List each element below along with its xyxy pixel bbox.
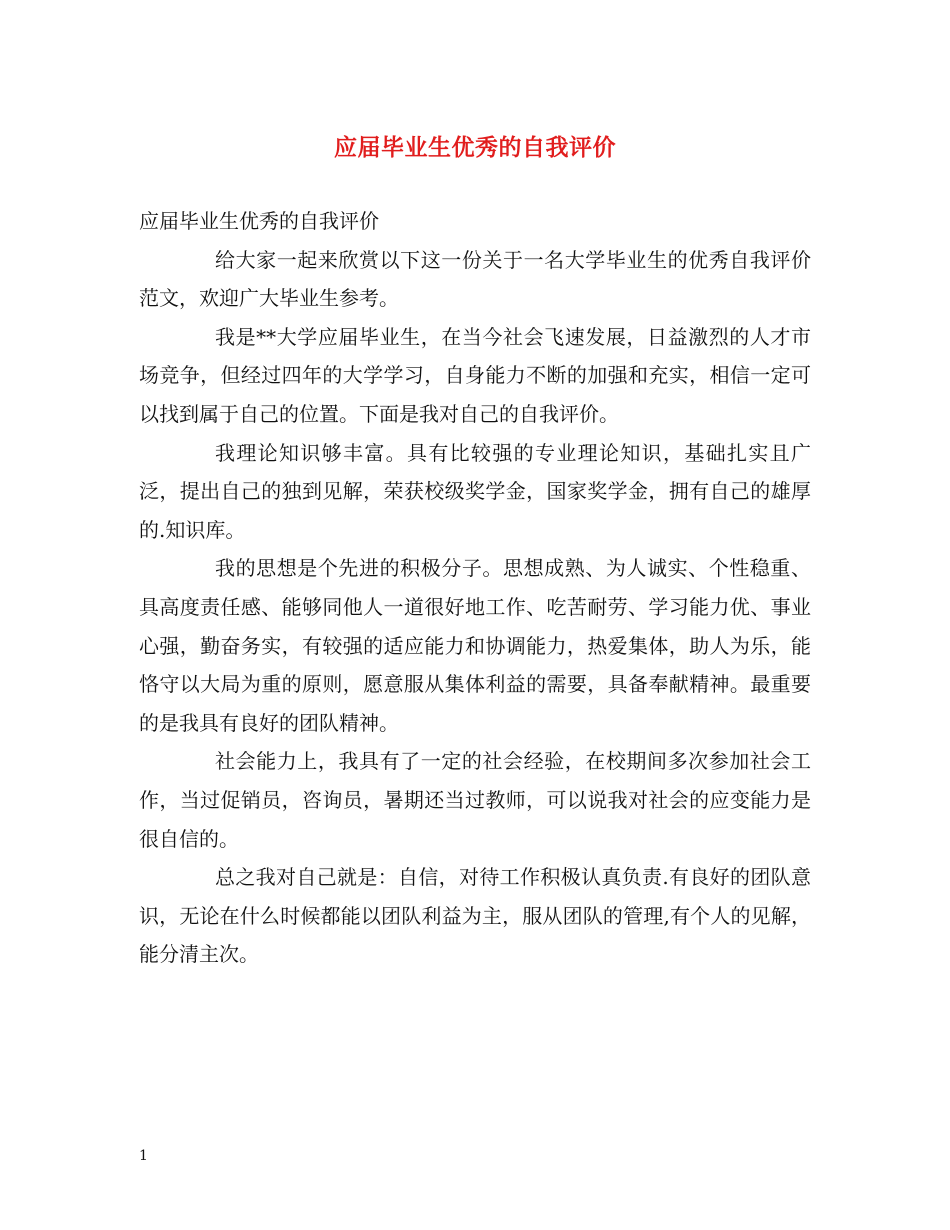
document-body	[139, 202, 811, 974]
document-title: 应届毕业生优秀的自我评价	[334, 134, 616, 161]
paragraph-knowledge: 我理论知识够丰富。具有比较强的专业理论知识，基础扎实且广泛，提出自己的独到见解，荣获校级奖学金，国家奖学金，拥有自己的雄厚的.知识库。	[139, 440, 811, 542]
paragraph-summary: 总之我对自己就是：自信，对待工作积极认真负责.有良好的团队意识，无论在什么时候都能以团队利益为主，服从团队的管理,有个人的见解，能分清主次。	[139, 865, 811, 967]
paragraph-character: 我的思想是个先进的积极分子。思想成熟、为人诚实、个性稳重、具高度责任感、能够同他人一道很好地工作、吃苦耐劳、学习能力优、事业心强，勤奋务实，有较强的适应能力和协调能力，热爱集体，助人为乐，能恪守以大局为重的原则，愿意服从集体利益的需要，具备奉献精神。最重要的是我具有良好的团队精神。	[139, 556, 811, 735]
paragraph-social-ability: 社会能力上，我具有了一定的社会经验，在校期间多次参加社会工作，当过促销员，咨询员，暑期还当过教师，可以说我对社会的应变能力是很自信的。	[139, 749, 811, 851]
paragraph-background: 我是**大学应届毕业生，在当今社会飞速发展，日益激烈的人才市场竞争，但经过四年的大学学习，自身能力不断的加强和充实，相信一定可以找到属于自己的位置。下面是我对自己的自我评价。	[139, 324, 811, 426]
page-number: 1	[139, 1148, 148, 1164]
document-subtitle: 应届毕业生优秀的自我评价	[139, 209, 379, 233]
paragraph-intro: 给大家一起来欣赏以下这一份关于一名大学毕业生的优秀自我评价范文，欢迎广大毕业生参考。	[139, 247, 811, 311]
